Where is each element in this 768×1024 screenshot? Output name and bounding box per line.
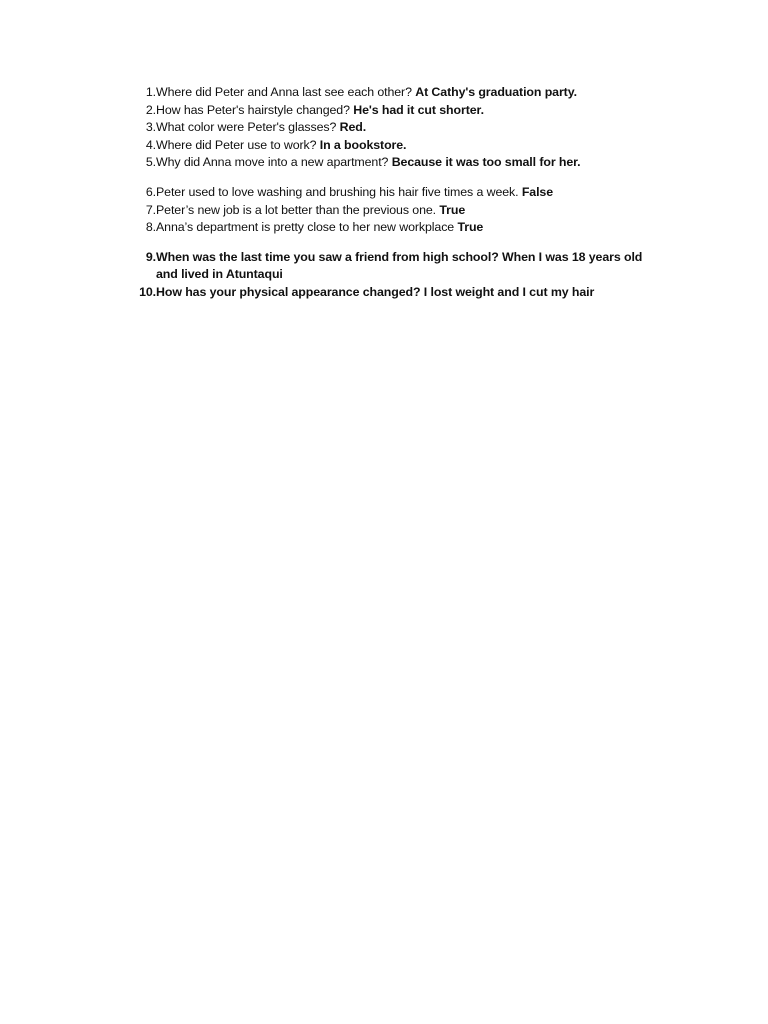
item-number: 4.: [145, 137, 156, 152]
item-number: 1.: [145, 85, 156, 99]
answer-text: I lost weight and I cut my hair: [423, 284, 595, 299]
item-number: 5.: [145, 155, 156, 170]
answer-text: True: [439, 202, 466, 217]
personal-questions-group: [124, 249, 664, 302]
item-number: 10.: [139, 284, 156, 299]
item-number: 2.: [145, 102, 156, 117]
item-number: 3.: [145, 120, 156, 135]
question-text: How has Peter's hairstyle changed?: [156, 102, 350, 117]
list-item: [124, 202, 664, 220]
list-item: [124, 219, 664, 237]
list-item: [124, 249, 664, 284]
item-number: 9.: [145, 249, 156, 264]
answer-text: He's had it cut shorter.: [353, 102, 484, 117]
question-text: Where did Peter and Anna last see each other?: [156, 85, 412, 99]
question-text: How has your physical appearance changed?: [156, 284, 421, 299]
comprehension-questions-group: [124, 84, 664, 172]
answer-text: False: [521, 184, 553, 199]
question-text: Peter used to love washing and brushing his hair five times a week.: [156, 184, 519, 199]
question-answer-list: [124, 84, 664, 314]
item-number: 6.: [145, 184, 156, 199]
question-text: When was the last time you saw a friend from high school?: [156, 249, 499, 264]
item-number: 8.: [145, 220, 156, 235]
list-item: [124, 184, 664, 202]
question-text: Anna’s department is pretty close to her new workplace: [156, 220, 455, 235]
item-number: 7.: [145, 202, 156, 217]
true-false-group: [124, 184, 664, 237]
answer-text: In a bookstore.: [319, 137, 407, 152]
list-item: [124, 119, 664, 137]
answer-text: Because it was too small for her.: [391, 155, 581, 170]
list-item: [124, 154, 664, 172]
list-item: [124, 137, 664, 155]
list-item: [124, 284, 664, 302]
question-text: Peter’s new job is a lot better than the previous one.: [156, 202, 436, 217]
answer-text: Red.: [339, 120, 367, 135]
question-text: Why did Anna move into a new apartment?: [156, 155, 389, 170]
list-item: [124, 102, 664, 120]
question-text: Where did Peter use to work?: [156, 137, 317, 152]
question-text: What color were Peter's glasses?: [156, 120, 337, 135]
list-item: [124, 84, 664, 102]
answer-text: True: [457, 220, 484, 235]
answer-text: When I was 18 years old and lived in Atuntaqui: [156, 249, 643, 282]
answer-text: At Cathy's graduation party.: [415, 85, 577, 99]
